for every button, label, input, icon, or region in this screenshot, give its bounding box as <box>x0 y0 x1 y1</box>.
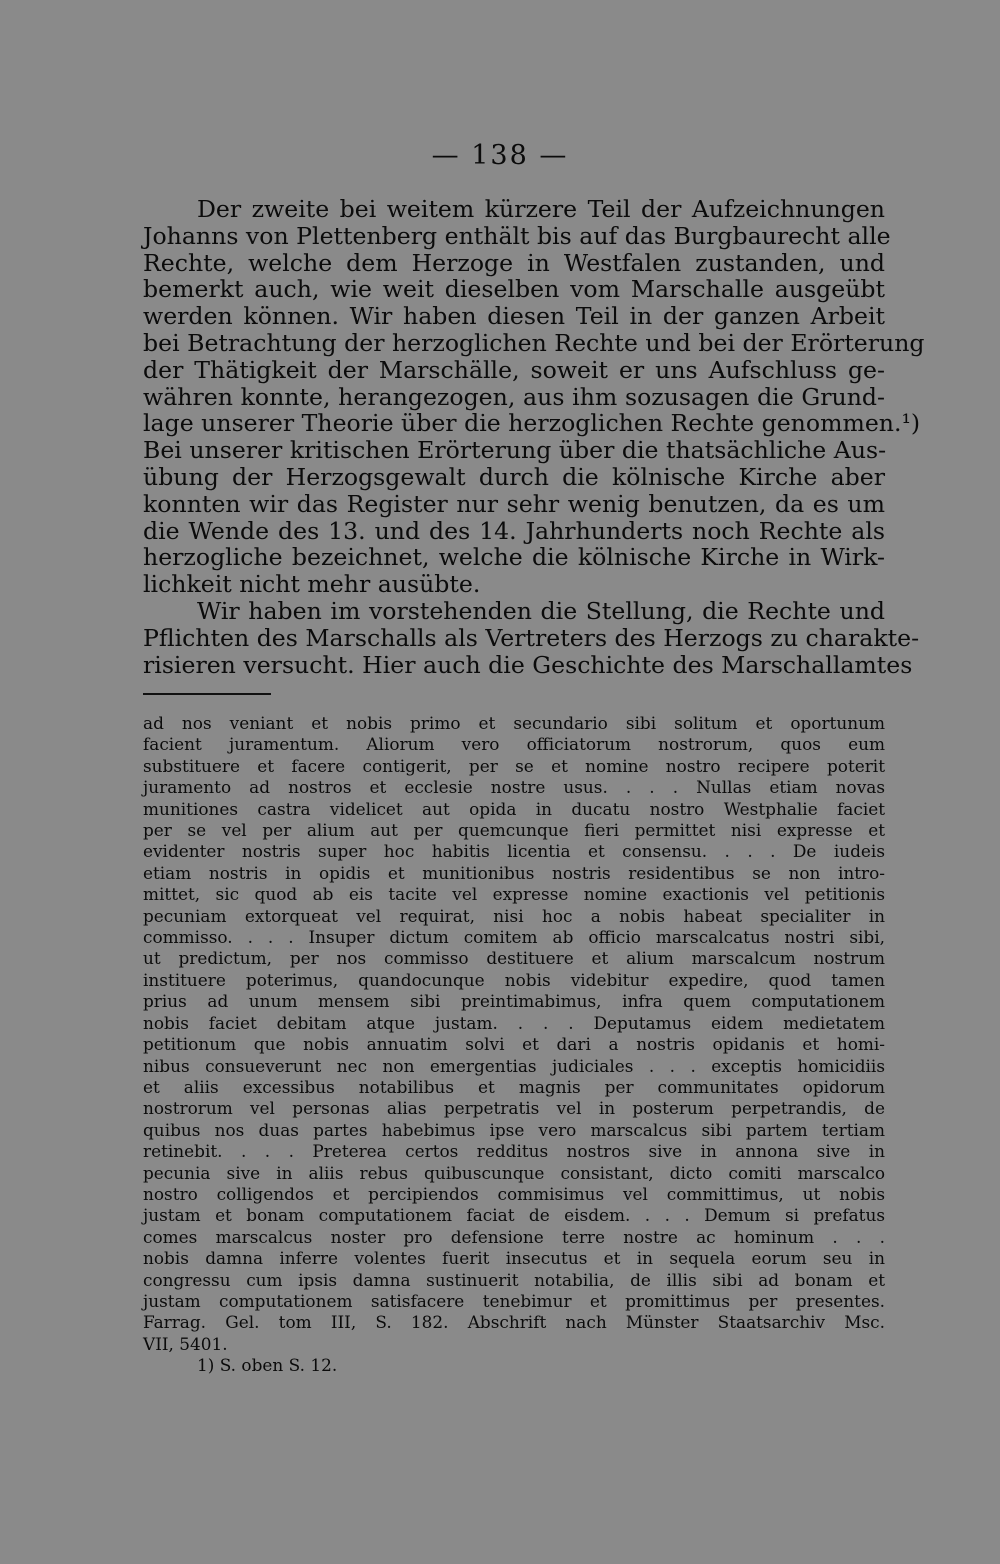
body-text-line: Wir haben im vorstehenden die Stellung, die Rechte und <box>197 596 885 625</box>
body-text-line: währen konnte, herangezogen, aus ihm sozusagen die Grund- <box>143 382 885 411</box>
footnote-line: instituere poterimus, quandocunque nobis videbitur expedire, quod tamen <box>143 969 885 990</box>
footnote-line: per se vel per alium aut per quemcunque fieri permittet nisi expresse et <box>143 820 885 841</box>
body-text-line: die Wende des 13. und des 14. Jahrhunderts noch Rechte als <box>143 516 885 545</box>
footnote-line: justam et bonam computationem faciat de eisdem. . . . Demum si prefatus <box>143 1205 885 1226</box>
footnote-line: 1) S. oben S. 12. <box>197 1355 338 1376</box>
footnote-line: pecunia sive in aliis rebus quibuscunque consistant, dicto comiti marscalco <box>143 1162 885 1183</box>
body-text-line: der Thätigkeit der Marschälle, soweit er uns Aufschluss ge- <box>143 355 885 384</box>
body-text-line: lage unserer Theorie über die herzoglichen Rechte genommen.¹) <box>143 409 921 438</box>
footnote-line: petitionum que nobis annuatim solvi et dari a nostris opidanis et homi- <box>143 1034 885 1055</box>
footnote-line: Farrag. Gel. tom III, S. 182. Abschrift nach Münster Staatsarchiv Msc. <box>143 1312 885 1333</box>
body-text-line: risieren versucht. Hier auch die Geschichte des Marschallamtes <box>143 650 913 679</box>
body-text-line: lichkeit nicht mehr ausübte. <box>143 570 481 599</box>
footnote-line: juramento ad nostros et ecclesie nostre usus. . . . Nullas etiam novas <box>143 777 885 798</box>
body-text-line: bei Betrachtung der herzoglichen Rechte und bei der Erörterung <box>143 328 925 357</box>
body-text-line: konnten wir das Register nur sehr wenig benutzen, da es um <box>143 489 885 518</box>
body-text-line: bemerkt auch, wie weit dieselben vom Marschalle ausgeübt <box>143 275 885 304</box>
body-text-line: Pflichten des Marschalls als Vertreters des Herzogs zu charakte- <box>143 623 920 652</box>
footnote-line: quibus nos duas partes habebimus ipse vero marscalcus sibi partem tertiam <box>143 1119 885 1140</box>
footnote-line: commisso. . . . Insuper dictum comitem ab officio marscalcatus nostri sibi, <box>143 927 885 948</box>
body-text-line: Johanns von Plettenberg enthält bis auf das Burgbaurecht alle <box>143 221 891 250</box>
body-text-line: herzogliche bezeichnet, welche die kölnische Kirche in Wirk- <box>143 543 885 572</box>
footnote-line: mittet, sic quod ab eis tacite vel expresse nomine exactionis vel petitionis <box>143 884 885 905</box>
body-text-line: übung der Herzogsgewalt durch die kölnische Kirche aber <box>143 462 885 491</box>
footnote-line: evidenter nostris super hoc habitis licentia et consensu. . . . De iudeis <box>143 841 885 862</box>
footnote-line: prius ad unum mensem sibi preintimabimus, infra quem computationem <box>143 991 885 1012</box>
footnote-line: comes marscalcus noster pro defensione terre nostre ac hominum . . . <box>143 1226 885 1247</box>
footnote-line: ut predictum, per nos commisso destituere et alium marscalcum nostrum <box>143 948 885 969</box>
body-text-line: werden können. Wir haben diesen Teil in der ganzen Arbeit <box>143 302 885 331</box>
footnote-line: et aliis excessibus notabilibus et magnis per communitates opidorum <box>143 1076 885 1097</box>
footnote-line: congressu cum ipsis damna sustinuerit notabilia, de illis sibi ad bonam et <box>143 1269 885 1290</box>
footnote-line: nobis faciet debitam atque justam. . . . Deputamus eidem medietatem <box>143 1012 885 1033</box>
footnotes <box>143 713 885 1377</box>
footnote-line: retinebit. . . . Preterea certos redditus nostros sive in annona sive in <box>143 1141 885 1162</box>
footnote-separator <box>143 693 271 695</box>
footnote-line: pecuniam extorqueat vel requirat, nisi hoc a nobis habeat specialiter in <box>143 905 885 926</box>
footnote-line: facient juramentum. Aliorum vero officiatorum nostrorum, quos eum <box>143 734 885 755</box>
footnote-line: substituere et facere contigerit, per se et nomine nostro recipere poterit <box>143 755 885 776</box>
footnote-line: VII, 5401. <box>143 1333 228 1354</box>
body-text-line: Der zweite bei weitem kürzere Teil der Aufzeichnungen <box>197 195 885 223</box>
footnote-line: nobis damna inferre volentes fuerit insecutus et in sequela eorum seu in <box>143 1248 885 1269</box>
body-text-line: Rechte, welche dem Herzoge in Westfalen zustanden, und <box>143 248 885 277</box>
page-number: — 138 — <box>431 140 569 171</box>
footnote-line: munitiones castra videlicet aut opida in ducatu nostro Westphalie faciet <box>143 798 885 819</box>
footnote-line: etiam nostris in opidis et munitionibus nostris residentibus se non intro- <box>143 862 885 883</box>
footnote-line: nostrorum vel personas alias perpetratis vel in posterum perpetrandis, de <box>143 1098 885 1119</box>
footnote-line: nostro colligendos et percipiendos commisimus vel committimus, ut nobis <box>143 1183 885 1204</box>
footnote-line: nibus consueverunt nec non emergentias judiciales . . . exceptis homicidiis <box>143 1055 885 1076</box>
main-text <box>143 195 925 679</box>
body-text-line: Bei unserer kritischen Erörterung über die thatsächliche Aus- <box>143 436 887 465</box>
footnote-line: justam computationem satisfacere tenebimur et promittimus per presentes. <box>143 1290 885 1311</box>
footnote-line: ad nos veniant et nobis primo et secundario sibi solitum et oportunum <box>143 713 885 733</box>
